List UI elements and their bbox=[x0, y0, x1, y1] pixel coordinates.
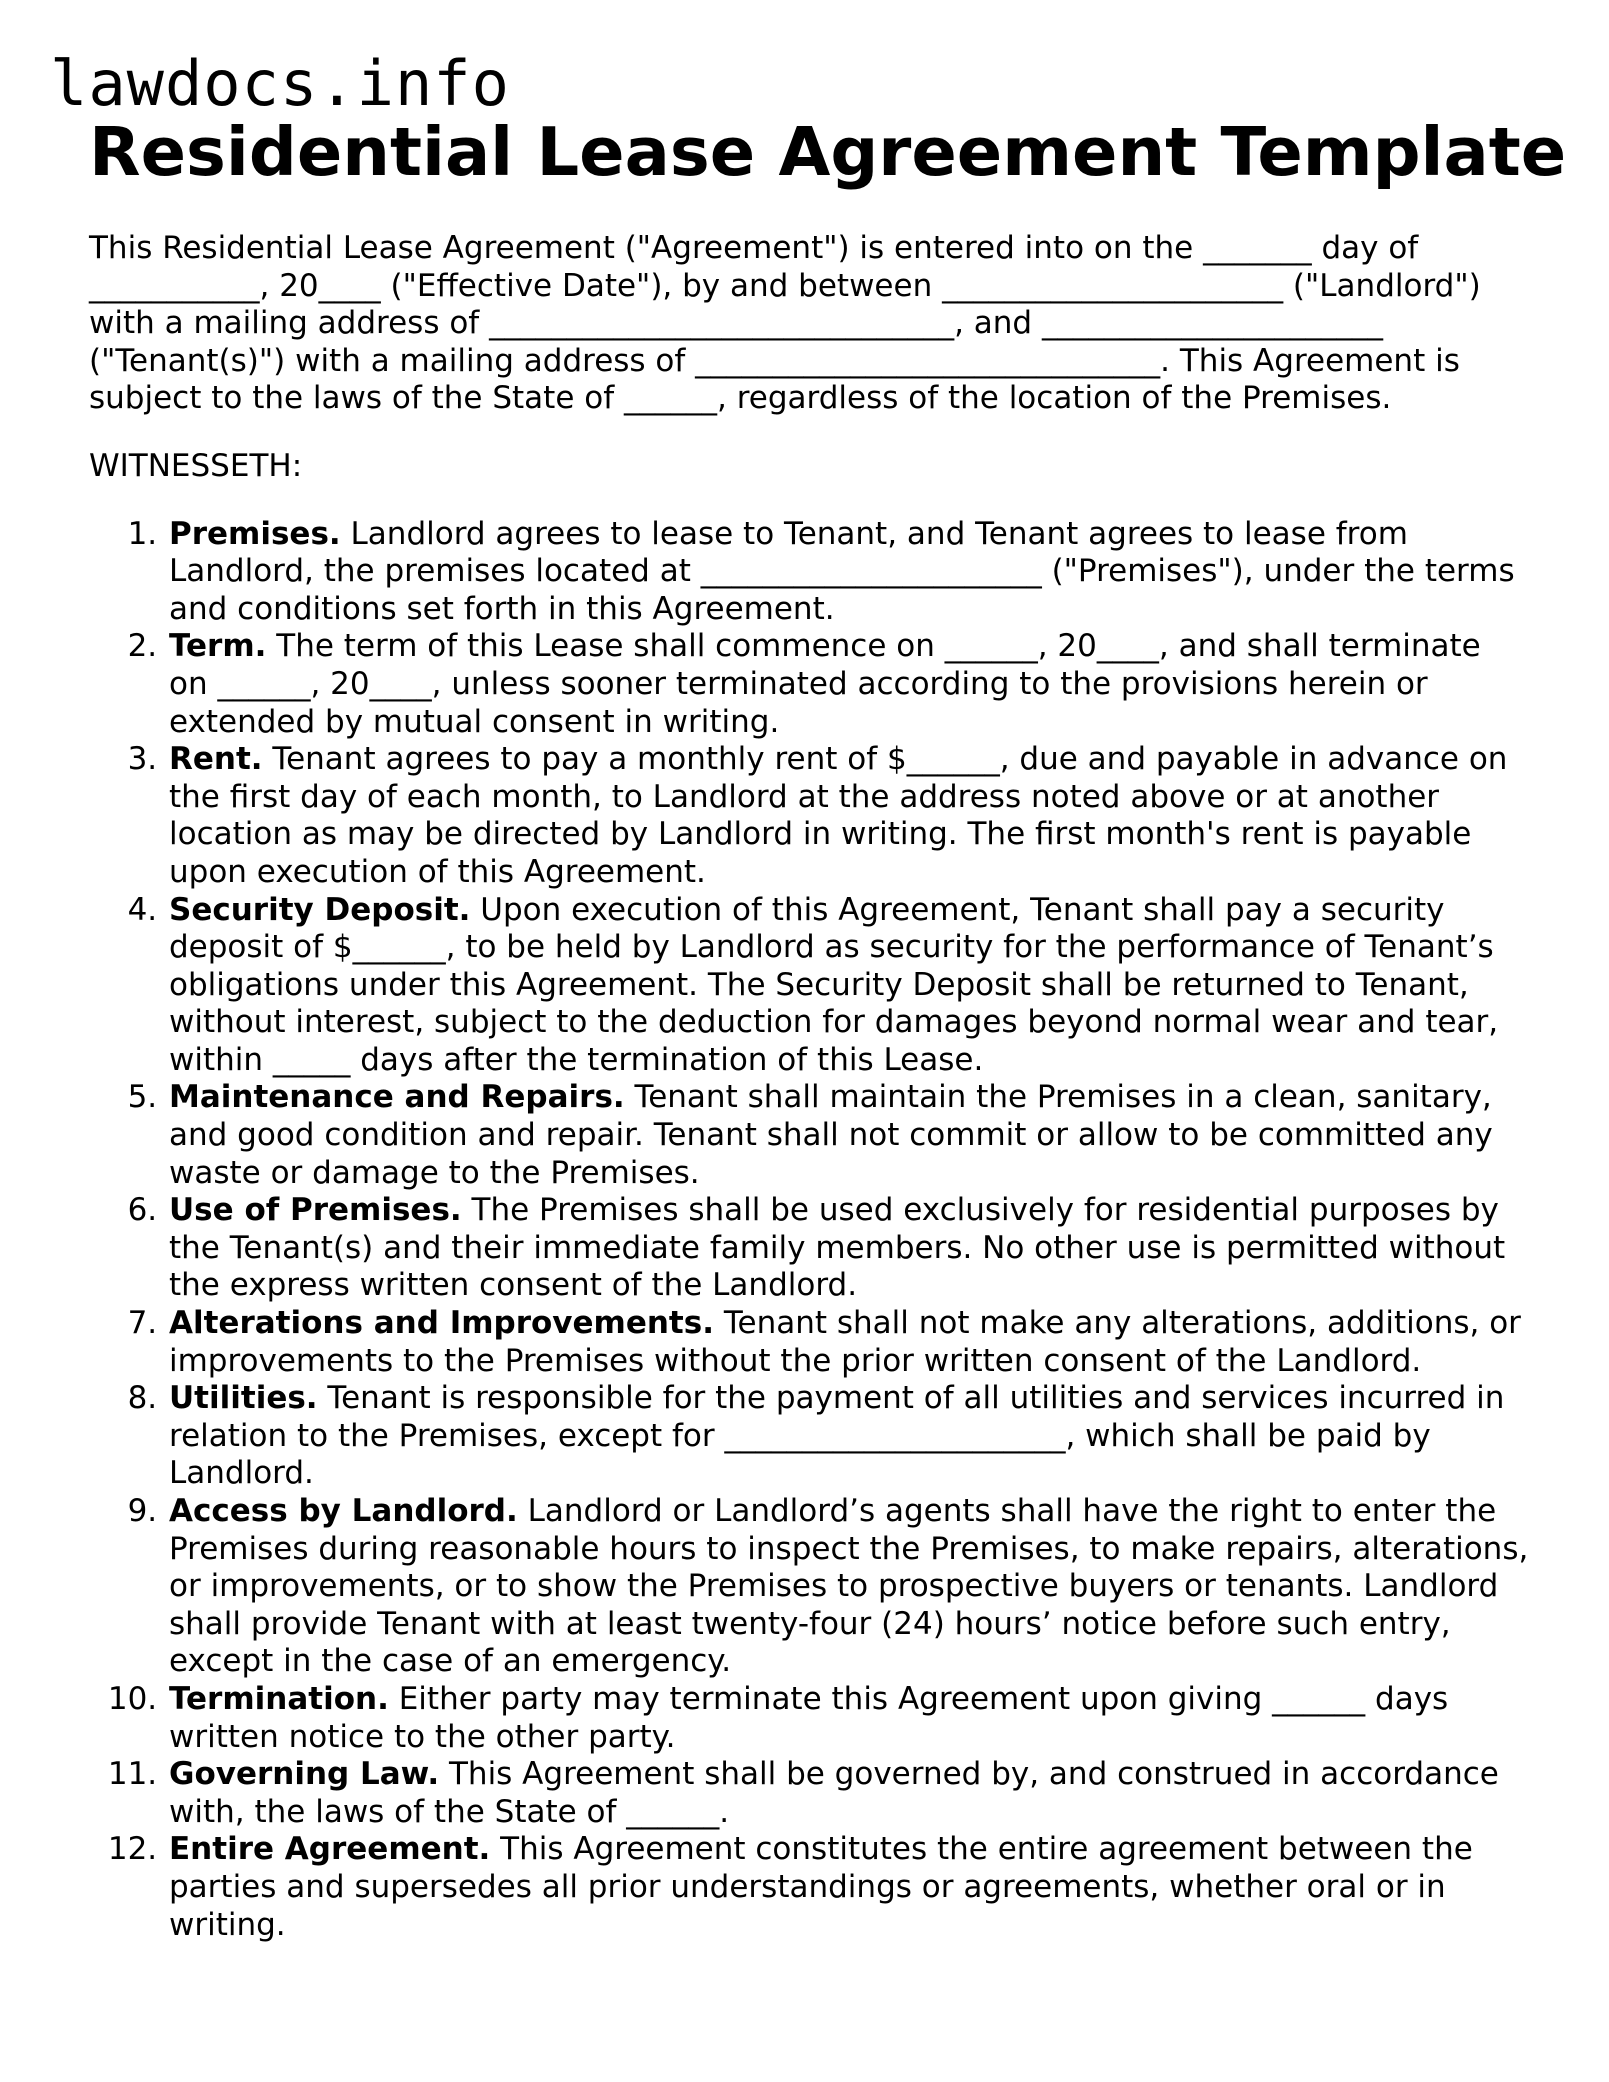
clause-access-by-landlord bbox=[167, 1493, 1529, 1681]
clause-text: Tenant is responsible for the payment of all utilities and services incurred in relation to the Premises, except for ______________________, which shall be paid by Landlord. bbox=[169, 1380, 1505, 1492]
clause-entire-agreement bbox=[167, 1831, 1529, 1944]
clause-text: This Agreement constitutes the entire agreement between the parties and supersedes all prior understandings or agreements, whether oral or in writing. bbox=[169, 1831, 1473, 1943]
clause-maintenance bbox=[167, 1079, 1529, 1192]
clause-text: This Agreement shall be governed by, and construed in accordance with, the laws of the State of ______. bbox=[169, 1756, 1499, 1830]
clause-heading: Alterations and Improvements. bbox=[169, 1305, 714, 1342]
intro-paragraph: This Residential Lease Agreement ("Agreement") is entered into on the _______ day of ___________, 20____ ("Effective Date"), by and between ______________________ ("Landlord") with a mailing address of ______________________________, and ______________________ ("Tenant(s)") with a mailing address of ______________________________. This Agreement is subject to the laws of the State of ______, regardless of the location of the Premises. bbox=[89, 230, 1481, 417]
document-body bbox=[89, 230, 1529, 1944]
clause-text: The term of this Lease shall commence on ______, 20____, and shall terminate on ______, 20____, unless sooner terminated according to the provisions herein or extended by mutual consent in writing. bbox=[169, 628, 1481, 740]
clause-text: The Premises shall be used exclusively for residential purposes by the Tenant(s) and their immediate family members. No other use is permitted without the express written consent of the Landlord. bbox=[169, 1192, 1506, 1304]
clause-text: Tenant agrees to pay a monthly rent of $______, due and payable in advance on the first day of each month, to Landlord at the address noted above or at another location as may be directed by Landlord in writing. The first month's rent is payable upon execution of this Agreement. bbox=[169, 741, 1508, 890]
clause-heading: Utilities. bbox=[169, 1380, 318, 1417]
clause-governing-law bbox=[167, 1756, 1529, 1831]
clause-text: Landlord or Landlord’s agents shall have the right to enter the Premises during reasonable hours to inspect the Premises, to make repairs, alterations, or improvements, or to show the Premises to prospective buyers or tenants. Landlord shall provide Tenant with at least twenty-four (24) hours’ notice before such entry, except in the case of an emergency. bbox=[169, 1493, 1529, 1680]
witnesseth-heading: WITNESSETH: bbox=[89, 447, 303, 484]
clause-alterations bbox=[167, 1305, 1529, 1380]
clause-heading: Termination. bbox=[169, 1680, 389, 1717]
clause-heading: Use of Premises. bbox=[169, 1192, 462, 1229]
clause-heading: Governing Law. bbox=[169, 1756, 440, 1793]
page-title: Residential Lease Agreement Template bbox=[89, 113, 1567, 191]
clause-security-deposit bbox=[167, 892, 1529, 1080]
clause-heading: Maintenance and Repairs. bbox=[169, 1079, 625, 1116]
clause-text: Either party may terminate this Agreement upon giving ______ days written notice to the other party. bbox=[169, 1680, 1449, 1755]
clause-use-of-premises bbox=[167, 1192, 1529, 1305]
clause-termination bbox=[167, 1681, 1529, 1756]
site-brand: lawdocs.info bbox=[50, 47, 510, 120]
clause-rent bbox=[167, 741, 1529, 891]
clause-premises bbox=[167, 516, 1529, 629]
clause-term bbox=[167, 628, 1529, 741]
clause-heading: Access by Landlord. bbox=[169, 1493, 518, 1529]
clause-text: Landlord agrees to lease to Tenant, and Tenant agrees to lease from Landlord, the premises located at ______________________ ("Premises"), under the terms and conditions set forth in this Agreement. bbox=[169, 515, 1515, 627]
clause-text: Tenant shall maintain the Premises in a clean, sanitary, and good condition and repair. Tenant shall not commit or allow to be committed any waste or damage to the Premises. bbox=[169, 1079, 1493, 1191]
clause-text: Upon execution of this Agreement, Tenant shall pay a security deposit of $______, to be held by Landlord as security for the performance of Tenant’s obligations under this Agreement. The Security Deposit shall be returned to Tenant, without interest, subject to the deduction for damages beyond normal wear and tear, within _____ days after the termination of this Lease. bbox=[169, 891, 1499, 1078]
clause-list bbox=[89, 516, 1529, 1945]
clause-utilities bbox=[167, 1380, 1529, 1493]
clause-heading: Rent. bbox=[169, 741, 263, 778]
clause-heading: Premises. bbox=[169, 515, 341, 552]
clause-heading: Term. bbox=[169, 628, 267, 665]
clause-text: Tenant shall not make any alterations, additions, or improvements to the Premises without the prior written consent of the Landlord. bbox=[169, 1305, 1521, 1379]
clause-heading: Entire Agreement. bbox=[169, 1831, 491, 1868]
clause-heading: Security Deposit. bbox=[169, 891, 471, 928]
